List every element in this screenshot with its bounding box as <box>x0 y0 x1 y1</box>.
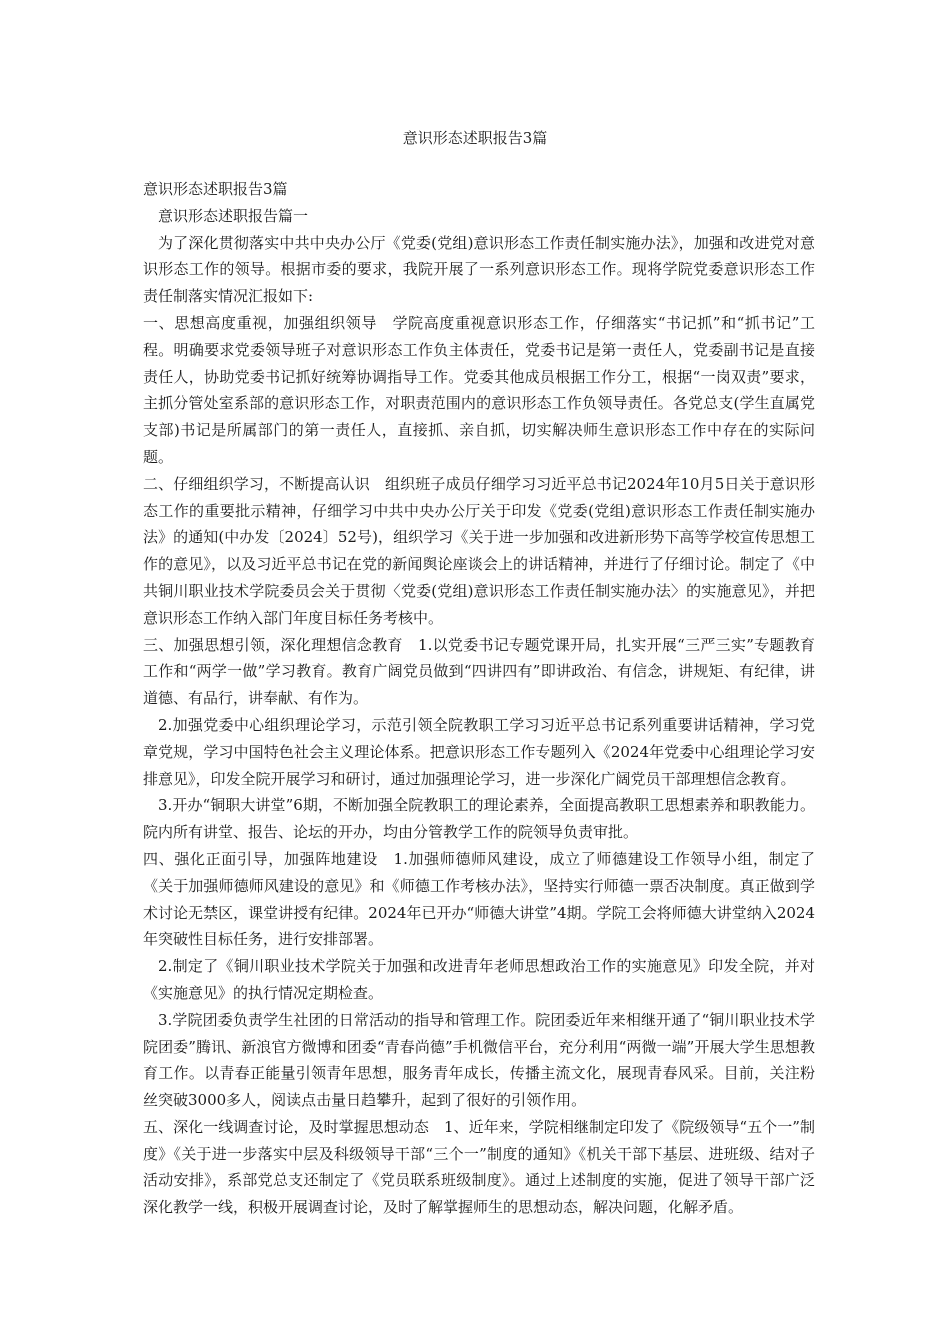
paragraph: 3.学院团委负责学生社团的日常活动的指导和管理工作。院团委近年来相继开通了“铜川职业技术学院团委”腾讯、新浪官方微博和团委“青春尚德”手机微信平台，充分利用“两微一端”开展大学生思想教育工作。以青春正能量引领青年思想，服务青年成长，传播主流文化，展现青春风采。目前，关注粉丝突破3000多人，阅读点击量日趋攀升，起到了很好的引领作用。 <box>143 1010 815 1110</box>
paragraph: 意识形态述职报告3篇 <box>143 180 288 198</box>
paragraph: 一、思想高度重视，加强组织领导 学院高度重视意识形态工作，仔细落实“书记抓”和“抓书记”工程。明确要求党委领导班子对意识形态工作负主体责任，党委书记是第一责任人，党委副书记是直接责任人，协助党委书记抓好统筹协调指导工作。党委其他成员根据工作分工，根据“一岗双责”要求，主抓分管处室系部的意识形态工作，对职责范围内的意识形态工作负领导责任。各党总支(学生直属党支部)书记是所属部门的第一责任人，直接抓、亲自抓，切实解决师生意识形态工作中存在的实际问题。 <box>143 313 815 466</box>
paragraph: 3.开办“铜职大讲堂”6期，不断加强全院教职工的理论素养，全面提高教职工思想素养和职教能力。院内所有讲堂、报告、论坛的开办，均由分管教学工作的院领导负责审批。 <box>143 796 815 842</box>
paragraph: 二、仔细组织学习，不断提高认识 组织班子成员仔细学习习近平总书记2024年10月5日关于意识形态工作的重要批示精神，仔细学习中共中央办公厅关于印发《党委(党组)意识形态工作责任制实施办法》的通知(中办发〔2024〕52号)，组织学习《关于进一步加强和改进新形势下高等学校宣传思想工作的意见》，以及习近平总书记在党的新闻舆论座谈会上的讲话精神，并进行了仔细讨论。制定了《中共铜川职业技术学院委员会关于贯彻〈党委(党组)意识形态工作责任制实施办法〉的实施意见》，并把意识形态工作纳入部门年度目标任务考核中。 <box>143 474 815 627</box>
paragraph: 五、深化一线调查讨论，及时掌握思想动态 1、近年来，学院相继制定印发了《院级领导“五个一”制度》《关于进一步落实中层及科级领导干部“三个一”制度的通知》《机关干部下基层、进班级、结对子活动安排》，系部党总支还制定了《党员联系班级制度》。通过上述制度的实施，促进了领导干部广泛深化教学一线，积极开展调查讨论，及时了解掌握师生的思想动态，解决问题，化解矛盾。 <box>143 1117 815 1217</box>
paragraph: 2.加强党委中心组织理论学习，示范引领全院教职工学习习近平总书记系列重要讲话精神，学习党章党规，学习中国特色社会主义理论体系。把意识形态工作专题列入《2024年党委中心组理论学习安排意见》，印发全院开展学习和研讨，通过加强理论学习，进一步深化广阔党员干部理想信念教育。 <box>143 715 815 788</box>
document-body <box>143 176 815 1221</box>
paragraph: 为了深化贯彻落实中共中央办公厅《党委(党组)意识形态工作责任制实施办法》，加强和改进党对意识形态工作的领导。根据市委的要求，我院开展了一系列意识形态工作。现将学院党委意识形态工作责任制落实情况汇报如下: <box>143 233 815 306</box>
document-title: 意识形态述职报告3篇 <box>402 129 548 147</box>
paragraph: 意识形态述职报告篇一 <box>158 206 309 225</box>
paragraph: 三、加强思想引领，深化理想信念教育 1.以党委书记专题党课开局，扎实开展“三严三实”专题教育工作和“两学一做”学习教育。教育广阔党员做到“四讲四有”即讲政治、有信念，讲规矩、有纪律，讲道德、有品行，讲奉献、有作为。 <box>143 635 815 708</box>
paragraph: 四、强化正面引导，加强阵地建设 1.加强师德师风建设，成立了师德建设工作领导小组，制定了《关于加强师德师风建设的意见》和《师德工作考核办法》，坚持实行师德一票否决制度。真正做到学术讨论无禁区，课堂讲授有纪律。2024年已开办“师德大讲堂”4期。学院工会将师德大讲堂纳入2024年突破性目标任务，进行安排部署。 <box>143 849 815 949</box>
paragraph: 2.制定了《铜川职业技术学院关于加强和改进青年老师思想政治工作的实施意见》印发全院，并对《实施意见》的执行情况定期检查。 <box>143 957 815 1002</box>
